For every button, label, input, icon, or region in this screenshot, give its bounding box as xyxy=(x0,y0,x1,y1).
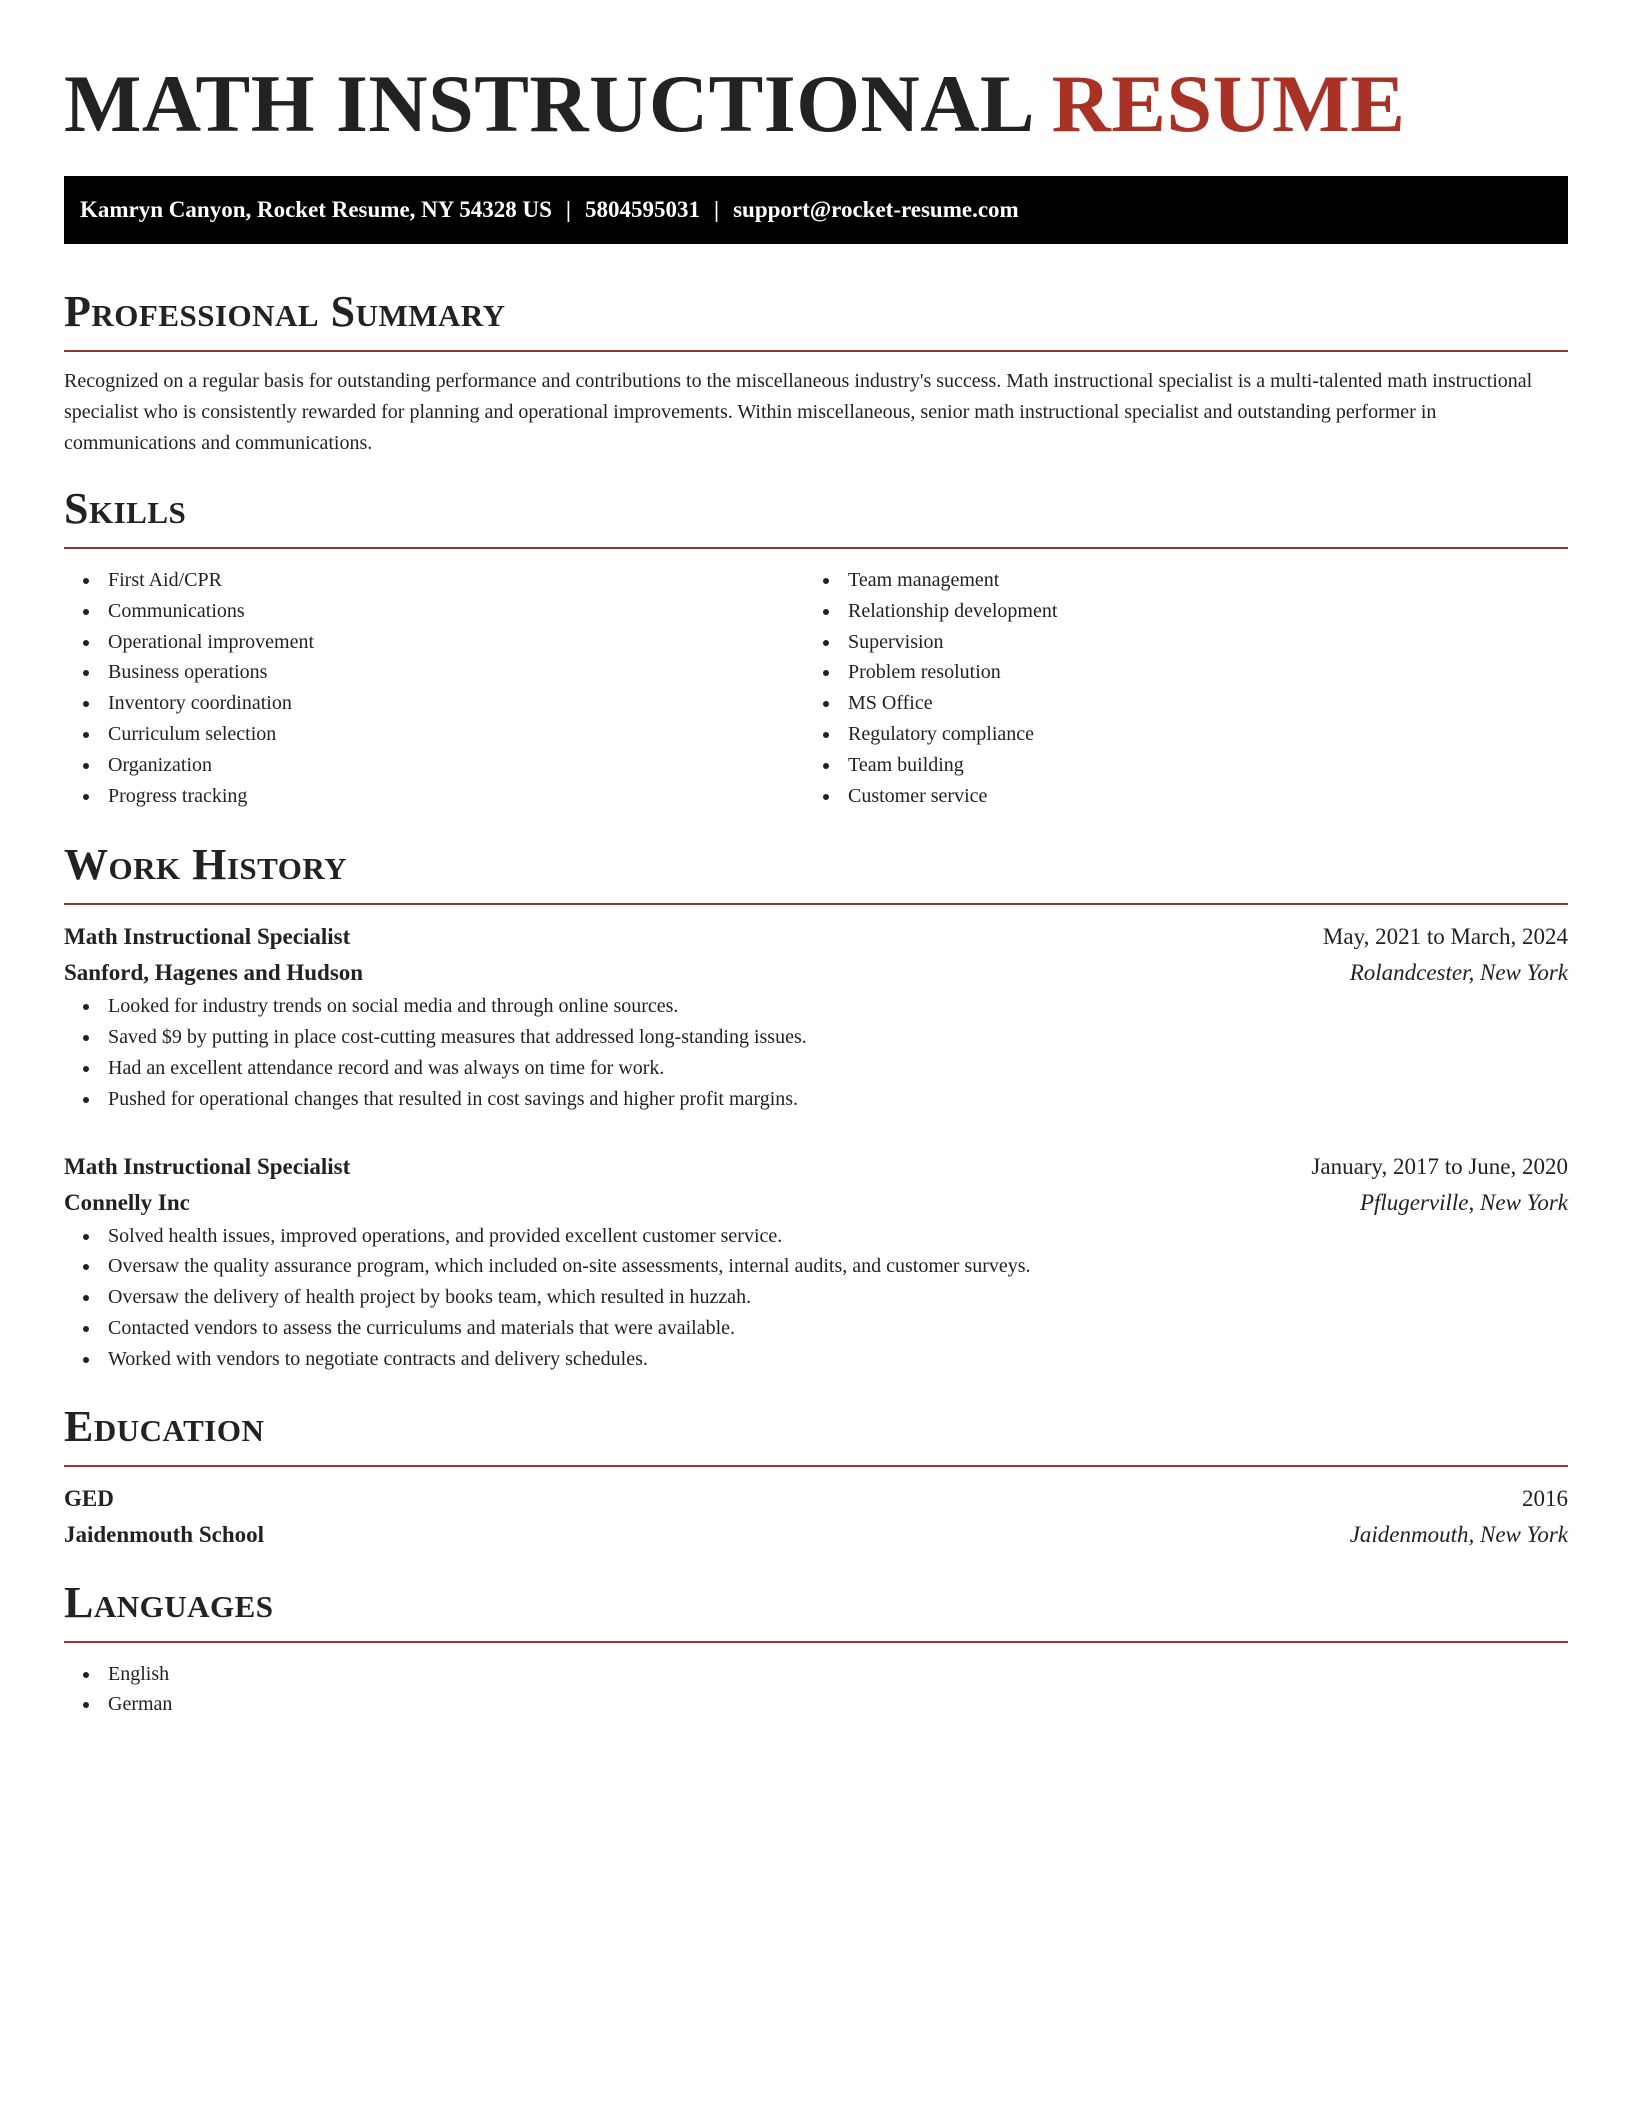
contact-address: Kamryn Canyon, Rocket Resume, NY 54328 US xyxy=(80,197,552,222)
skill-item: Communications xyxy=(64,596,804,627)
summary-heading: Professional Summary xyxy=(64,287,506,336)
job-bullet: Worked with vendors to negotiate contracts and delivery schedules. xyxy=(64,1344,1568,1375)
skill-item: Organization xyxy=(64,750,804,781)
skill-item: First Aid/CPR xyxy=(64,565,804,596)
job-entry xyxy=(64,1149,1568,1375)
education-year: 2016 xyxy=(1522,1485,1568,1511)
section-divider xyxy=(64,350,1568,352)
job-bullets xyxy=(64,991,1568,1114)
skill-item: Inventory coordination xyxy=(64,688,804,719)
skills-heading: Skills xyxy=(64,484,187,533)
contact-bar xyxy=(64,176,1568,244)
job-title-row xyxy=(64,1149,1568,1185)
education-entry xyxy=(64,1481,1568,1553)
job-company: Connelly Inc xyxy=(64,1189,190,1215)
contact-separator: | xyxy=(565,197,571,222)
language-item: English xyxy=(64,1659,1568,1690)
job-company: Sanford, Hagenes and Hudson xyxy=(64,960,364,986)
job-bullet: Oversaw the delivery of health project by books team, which resulted in huzzah. xyxy=(64,1282,1568,1313)
education-school: Jaidenmouth School xyxy=(64,1521,265,1547)
job-bullets xyxy=(64,1221,1568,1375)
skills-columns xyxy=(64,565,1568,811)
languages-list xyxy=(64,1659,1568,1721)
section-divider xyxy=(64,547,1568,549)
education-degree-row xyxy=(64,1481,1568,1517)
skill-item: Customer service xyxy=(804,781,1544,812)
job-bullet: Had an excellent attendance record and was always on time for work. xyxy=(64,1053,1568,1084)
job-company-row xyxy=(64,1185,1568,1221)
education-section xyxy=(64,1401,1568,1553)
job-bullet: Solved health issues, improved operations, and provided excellent customer service. xyxy=(64,1221,1568,1252)
skill-item: Progress tracking xyxy=(64,781,804,812)
summary-text: Recognized on a regular basis for outstanding performance and contributions to the miscellaneous industry's success. Math instructional specialist is a multi-talented math instructional specialist who is consistently rewarded for planning and operational improvements. Within miscellaneous, senior math instructional specialist and outstanding performer in communications and communications. xyxy=(64,370,1533,454)
job-bullet: Oversaw the quality assurance program, which included on-site assessments, internal audits, and customer surveys. xyxy=(64,1251,1568,1282)
skills-column-left xyxy=(64,565,804,811)
languages-section xyxy=(64,1577,1568,1721)
section-divider xyxy=(64,903,1568,905)
title-main: MATH INSTRUCTIONAL xyxy=(64,58,1031,149)
skill-item: MS Office xyxy=(804,688,1544,719)
languages-heading: Languages xyxy=(64,1577,274,1627)
job-entry xyxy=(64,919,1568,1114)
skills-column-right xyxy=(804,565,1544,811)
job-company-row xyxy=(64,955,1568,991)
job-dates: May, 2021 to March, 2024 xyxy=(1322,924,1568,950)
contact-email: support@rocket-resume.com xyxy=(733,197,1019,222)
title-accent: RESUME xyxy=(1051,58,1406,149)
section-divider xyxy=(64,1641,1568,1643)
job-location: Rolandcester, New York xyxy=(1349,960,1568,986)
skill-item: Regulatory compliance xyxy=(804,719,1544,750)
summary-section xyxy=(64,286,1568,459)
section-divider xyxy=(64,1465,1568,1467)
skill-item: Curriculum selection xyxy=(64,719,804,750)
job-bullet: Contacted vendors to assess the curriculums and materials that were available. xyxy=(64,1313,1568,1344)
education-degree: GED xyxy=(64,1485,114,1511)
contact-separator: | xyxy=(714,197,720,222)
contact-phone: 5804595031 xyxy=(585,197,700,222)
job-dates: January, 2017 to June, 2020 xyxy=(1311,1153,1568,1179)
skill-item: Team management xyxy=(804,565,1544,596)
skill-item: Business operations xyxy=(64,657,804,688)
resume-page xyxy=(64,56,1568,1720)
job-bullet: Pushed for operational changes that resulted in cost savings and higher profit margins. xyxy=(64,1084,1568,1115)
language-item: German xyxy=(64,1689,1568,1720)
skill-item: Problem resolution xyxy=(804,657,1544,688)
skills-section xyxy=(64,483,1568,811)
skill-item: Operational improvement xyxy=(64,627,804,658)
skill-item: Team building xyxy=(804,750,1544,781)
education-heading: Education xyxy=(64,1401,265,1451)
job-title: Math Instructional Specialist xyxy=(64,924,351,950)
job-bullet: Looked for industry trends on social media and through online sources. xyxy=(64,991,1568,1022)
job-location: Pflugerville, New York xyxy=(1359,1189,1568,1215)
education-school-row xyxy=(64,1517,1568,1553)
resume-title xyxy=(64,56,1568,152)
work-heading: Work History xyxy=(64,840,348,890)
job-bullet: Saved $9 by putting in place cost-cutting measures that addressed long-standing issues. xyxy=(64,1022,1568,1053)
work-section xyxy=(64,839,1568,1374)
education-location: Jaidenmouth, New York xyxy=(1349,1521,1568,1547)
skill-item: Supervision xyxy=(804,627,1544,658)
job-title-row xyxy=(64,919,1568,955)
job-title: Math Instructional Specialist xyxy=(64,1153,351,1179)
skill-item: Relationship development xyxy=(804,596,1544,627)
